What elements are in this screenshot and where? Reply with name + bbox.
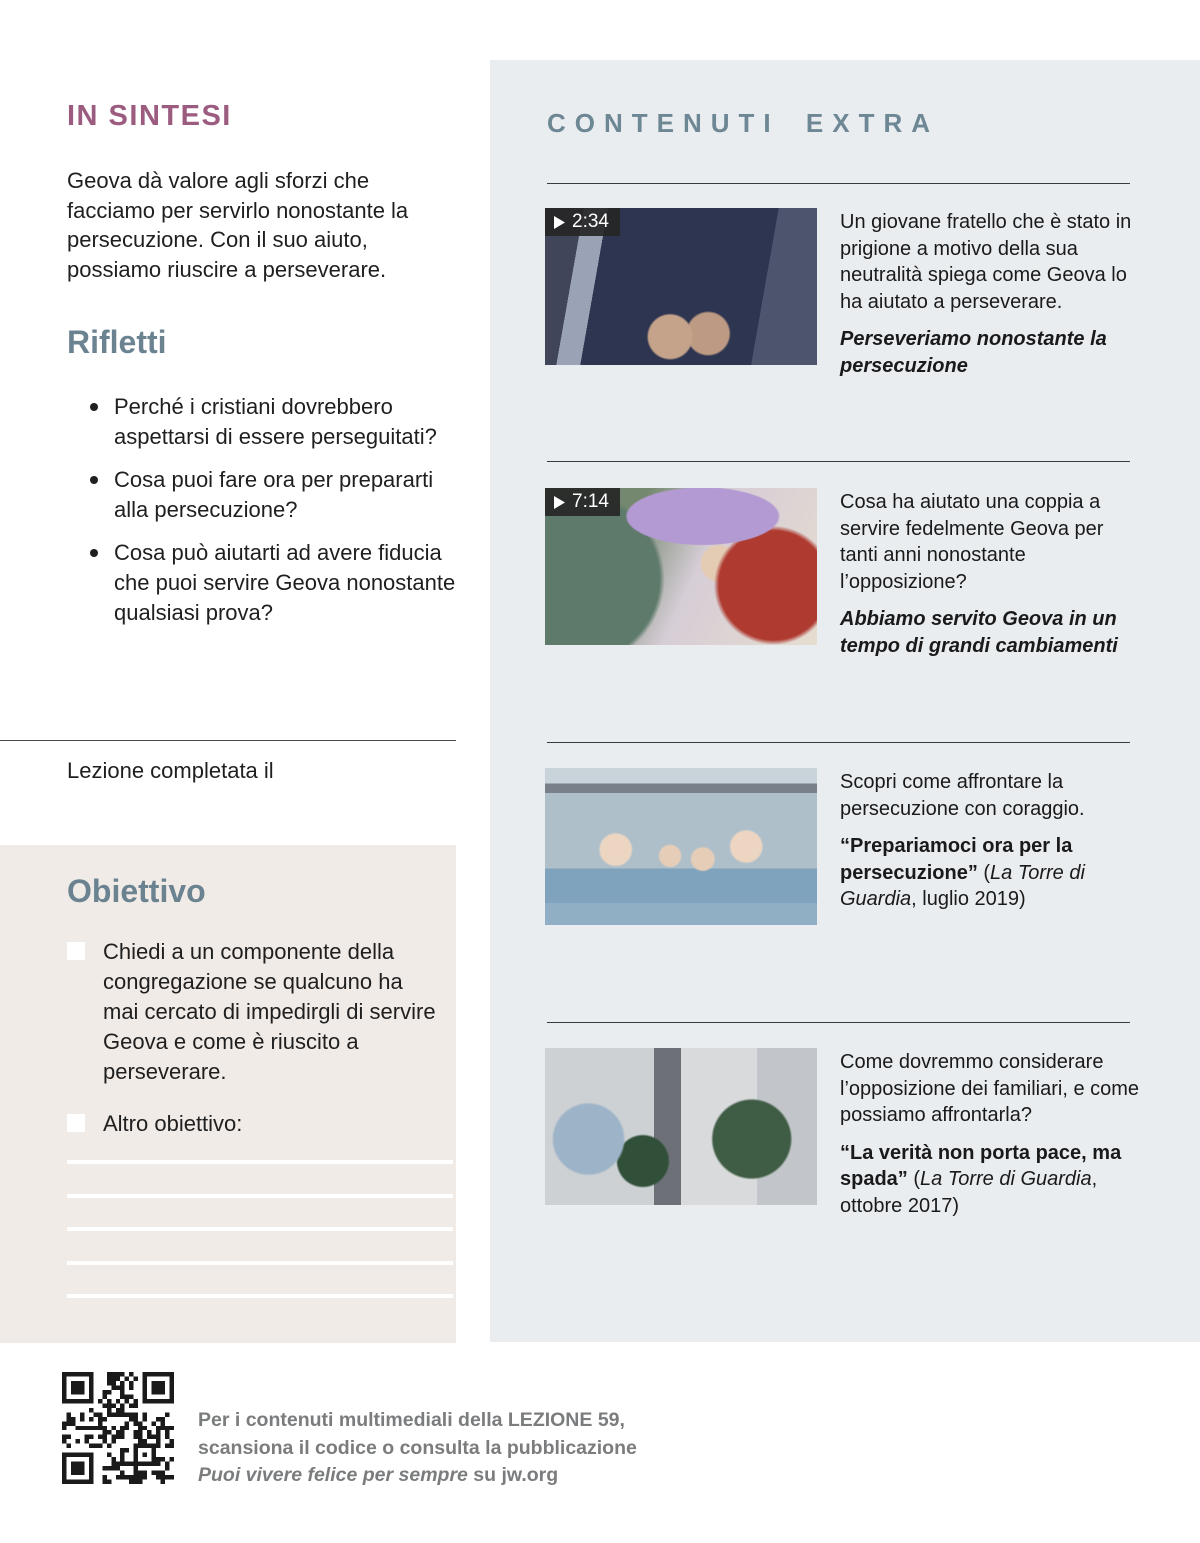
publication-name: La Torre di Guardia <box>920 1168 1092 1190</box>
footer-line: Per i contenuti multimediali della LEZIONE 59, <box>198 1409 625 1431</box>
reference-date: , ottobre 2017) <box>840 1168 1098 1217</box>
extra-entry <box>545 768 1145 925</box>
in-sintesi-heading: IN SINTESI <box>67 100 232 132</box>
lesson-completed-label: Lezione completata il <box>67 758 274 783</box>
rifletti-question <box>90 465 458 525</box>
writing-lines-area <box>67 1160 453 1328</box>
contenuti-extra-panel <box>490 60 1200 1342</box>
play-icon <box>554 216 565 229</box>
objective-item <box>67 1109 439 1139</box>
objective-item <box>67 937 439 1087</box>
objective-item-text: Chiedi a un componente della congregazione se qualcuno ha mai cercato di impedirgli di servire Geova e come è riuscito a perseverare. <box>103 939 436 1084</box>
reference-text: ( <box>907 1168 921 1190</box>
divider-line <box>547 461 1130 462</box>
contenuti-extra-heading: CONTENUTI EXTRA <box>547 108 939 138</box>
bullet-icon <box>90 403 98 411</box>
reference-date: , luglio 2019) <box>911 888 1026 910</box>
objective-item-text: Altro obiettivo: <box>103 1111 243 1136</box>
entry-text <box>840 1048 1142 1219</box>
divider-line <box>547 183 1130 184</box>
footer-line <box>198 1462 658 1490</box>
footer-line-text: su jw.org <box>467 1464 559 1486</box>
entry-description: Come dovremmo considerare l’opposizione dei familiari, e come possiamo affrontarla? <box>840 1051 1140 1126</box>
divider-line <box>547 1022 1130 1023</box>
extra-entry <box>545 488 1145 659</box>
footer-media-note <box>198 1407 658 1490</box>
entry-text <box>840 208 1142 379</box>
extra-entry <box>545 208 1145 379</box>
rifletti-question-text: Perché i cristiani dovrebbero aspettarsi di essere perseguitati? <box>114 394 437 449</box>
objective-box <box>0 845 456 1343</box>
reference-text: ( <box>977 861 991 884</box>
footer-line: scansiona il codice o consulta la pubblicazione <box>198 1436 637 1459</box>
entry-article-reference <box>840 833 1142 913</box>
entry-video-title <box>840 606 1142 659</box>
rifletti-heading: Rifletti <box>67 324 167 360</box>
article-title-text: “Prepariamoci ora per la persecuzione” <box>840 835 1073 884</box>
entry-description: Cosa ha aiutato una coppia a servire fedelmente Geova per tanti anni nonostante l’opposizione? <box>840 491 1104 593</box>
writing-line[interactable] <box>67 1261 453 1265</box>
rifletti-question-text: Cosa può aiutarti ad avere fiducia che puoi servire Geova nonostante qualsiasi prova? <box>114 540 456 625</box>
publication-name: Puoi vivere felice per sempre <box>198 1464 468 1486</box>
entry-description: Scopri come affrontare la persecuzione con coraggio. <box>840 771 1085 820</box>
article-thumbnail-father-confronting-son[interactable] <box>545 1048 817 1205</box>
bullet-icon <box>90 549 98 557</box>
video-thumbnail-elderly-couple-umbrella[interactable] <box>545 488 817 645</box>
rifletti-question <box>90 392 458 452</box>
in-sintesi-text: Geova dà valore agli sforzi che facciamo per servirlo nonostante la persecuzione. Con il suo aiuto, possiamo riuscire a perseverare. <box>67 168 409 282</box>
entry-article-reference <box>840 1140 1142 1220</box>
video-title-text: Abbiamo servito Geova in un tempo di grandi cambiamenti <box>840 608 1118 657</box>
video-title-text: Perseveriamo nonostante la persecuzione <box>840 328 1107 377</box>
article-thumbnail-family-in-car[interactable] <box>545 768 817 925</box>
writing-line[interactable] <box>67 1194 453 1198</box>
entry-text <box>840 768 1142 925</box>
video-duration: 2:34 <box>572 211 609 232</box>
video-thumbnail-young-brother-handcuffed[interactable] <box>545 208 817 365</box>
article-title-text: “La verità non porta pace, ma spada” <box>840 1141 1122 1190</box>
entry-text <box>840 488 1142 659</box>
entry-video-title <box>840 326 1142 379</box>
writing-line[interactable] <box>67 1294 453 1298</box>
play-icon <box>554 496 565 509</box>
writing-line[interactable] <box>67 1227 453 1231</box>
rifletti-question <box>90 538 458 628</box>
rifletti-question-list <box>90 392 458 641</box>
video-duration-badge <box>545 208 620 236</box>
rifletti-question-text: Cosa puoi fare ora per prepararti alla persecuzione? <box>114 467 434 522</box>
divider-line <box>547 742 1130 743</box>
objective-checkbox[interactable] <box>67 1114 85 1132</box>
obiettivo-heading: Obiettivo <box>67 873 206 909</box>
writing-line[interactable] <box>67 1160 453 1164</box>
video-duration-badge <box>545 488 620 516</box>
bullet-icon <box>90 476 98 484</box>
qr-code <box>62 1372 174 1484</box>
objective-checkbox[interactable] <box>67 942 85 960</box>
divider-line <box>0 740 456 741</box>
extra-entry <box>545 1048 1145 1219</box>
publication-name: La Torre di Guardia <box>840 861 1085 910</box>
entry-description: Un giovane fratello che è stato in prigione a motivo della sua neutralità spiega come Geova lo ha aiutato a perseverare. <box>840 211 1132 313</box>
video-duration: 7:14 <box>572 491 609 512</box>
